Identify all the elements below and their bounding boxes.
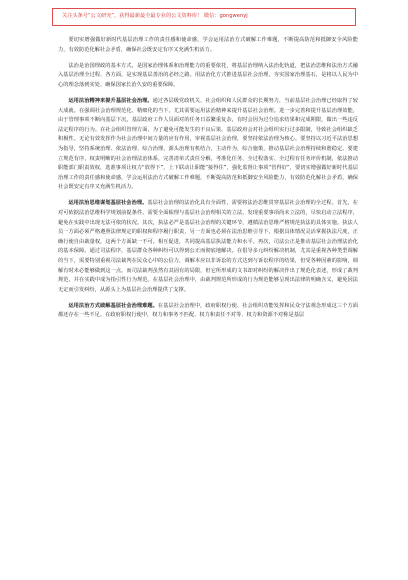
- paragraph-lead: 运用法治思维谋划基层社会治理。: [68, 200, 148, 207]
- paragraph-text: 法治是治国理政的基本方式，是国家治理体系和治理能力的重要依托，将基层治理纳入法治化轨道，把法治思维和法治方式融入基层治理全过程、各方面，是实现基层善治的必经之路。用法治化方式推进基层社会治理，夯实国家治理基石，是将以人民为中心的理念落到实处、确保国家长治久安的重要保障。: [58, 62, 358, 88]
- paragraph-text: 在基层社会治理中，政府职权行使、社会组织功能发挥和民众守法观念形成这三个方面都还存在一些不足。在政府职权行使中，权力和事务不匹配、权力和责任不对等、权力和资源不对称是基层: [58, 302, 358, 319]
- paragraph-text: 要切实增强做好新时代基层治理工作的责任感和使命感，学会运用法治方式破解工作难题，不断提高防范和抵御安全风险能力，有效防范化解社会矛盾，确保社会既安定有序又充满生机活力。: [58, 37, 358, 53]
- paragraph-2: [58, 62, 358, 91]
- document-page: [58, 36, 358, 576]
- paragraph-3: [58, 97, 358, 193]
- paragraph-text: 通过各层级党政机关、社会组织和人民群众的长期努力，当前基层社会治理已经取得了较大成就。在强调社会治理规范化、精细化的当下，尤其需要运用法治精神来提升基层社会治理。进一步完善和提升基层治理效能，由于管理事项不断向基层下沉，基层政府工作人员面对的任务日益繁重复杂，有时会因为过分追求结果和完成期限，做出一些违反法定程序的行为。在社会组织管理方面，为了避免可能发生的不良后果，基层政府会对社会组织实行过多限制，导致社会组织缺乏积极性。无论有效发挥作为社会治理中间力量的应有作用，审视基层社会治理，要坚持依法治理为核心。要坚持以习近平法治思想为指导，坚持系统治理、依法治理、综合治理、源头治理有机结合，主动作为，综合施策，推动基层社会治理持续和谐稳定。要建立规范有序、权责明晰的社会治理法治体系，完善清单式责任分解，考准化任务，全过程落实、全过程有任务评价机制，依法推动职能部门职责效权，选准事项让权力“放得下”，上下联动让职能“接得住”，强化监督让事项“管得好”，要切实增强做好新时代基层治理工作的责任感和使命感，学会运用法治方式破解工作难题，不断提高防范和抵御安全风险能力，有效防范化解社会矛盾，确保社会既安定有序又充满生机活力。: [58, 97, 358, 191]
- paragraph-4: [58, 199, 358, 295]
- paragraph-lead: 运用法治精神来提升基层社会治理。: [68, 97, 153, 104]
- paragraph-text: 基层社会治理的法治化具有全面性，需要将法治思维贯穿基层社会治理的全过程。首先，在对可依据法治思维科学规划前提条件。需要全面梳理与基层社会治理相关的立法，发现重要事项尚未立法的，尽快启动立法程序，避免在实践中出现无法可依的状况。其次，执法必严是基层社会治理的关键环节，遵循法治思维严格规范执法的具体实施。执法人员一方面必须严格遵照法律规定的职权和程序履行职责，另一方面也必须在法治思维引导下，根据具体情况灵活掌握执法尺度，正确行使自由裁量权，这两个方面缺一不可。相互促进，共同提高基层执法能力和水平。再次，司法公正是推动基层社会治理法治化的基本保障。通过司法程序，基层群众各种纠纷可以得到公正而彻底地解决。在倡导多元纠纷解决机制，尤其是重视各种类型调解的当下，需要特别重视司法裁判在民众心中的公信力，调解本应以非诉讼的方式达到与诉讼程序的结果，但受各种因素的影响，调解有时未必能够做到这一点。而司法裁判虽然有其固有的局限，但它所形成的文书却对纠纷的解决作出了规范化表述，形成了裁判规范，并在实践中成为指引性行为规范。在基层社会治理中，由裁判规范所形成的行为规范能够呈现出法律的明确含义，避免因法无定而引发纠纷，从源头上为基层社会治理提供了支撑。: [58, 200, 358, 293]
- paragraph-lead: 运用法治方式破解基层社会治理难题。: [68, 302, 158, 309]
- paragraph-5: [58, 302, 358, 321]
- banner-text: 关注头条号“公文研究”，获得最新最全最专业的公文资料库！ 微信：gongwenyj: [62, 13, 248, 19]
- paragraph-1: [58, 36, 358, 55]
- top-banner: [0, 8, 408, 30]
